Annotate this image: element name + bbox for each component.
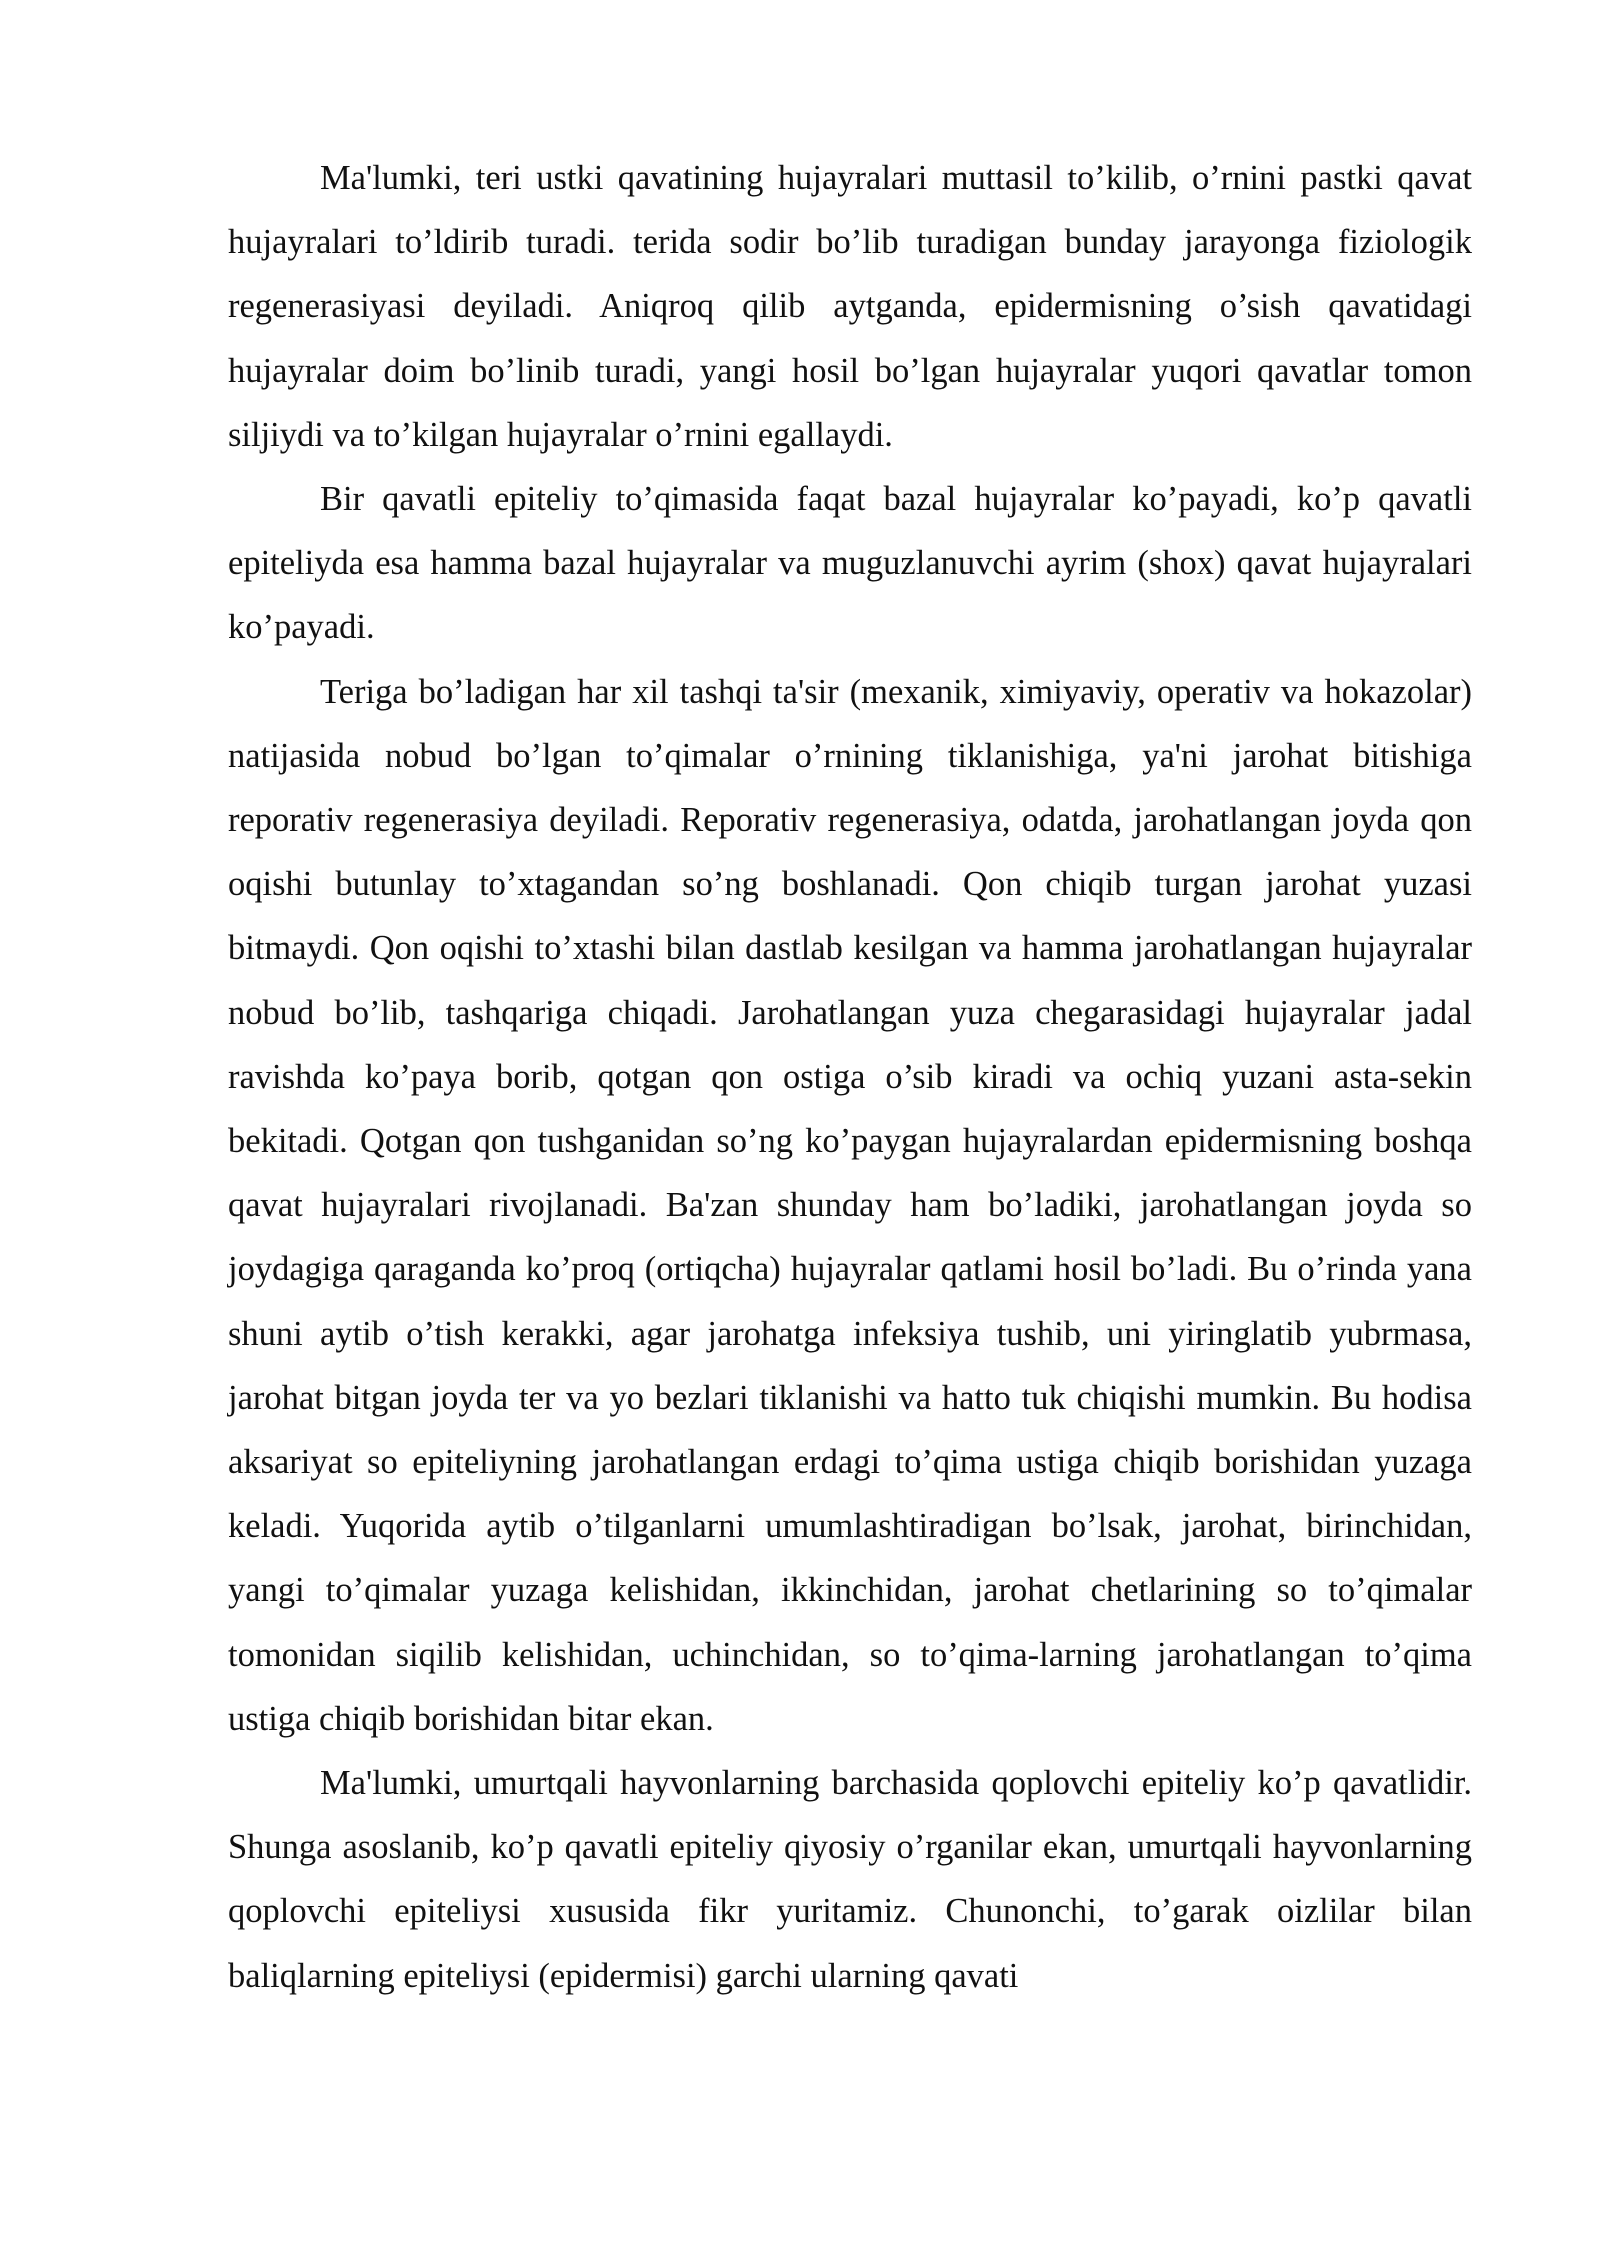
paragraph-vertebrate-epithelium: Ma'lumki, umurtqali hayvonlarning barchasida qoplovchi epiteliy ko’p qavatlidir. Shunga asoslanib, ko’p qavatli epiteliy qiyosiy o’rganilar ekan, umurtqali hayvonlarning qoplovchi epiteliysi xususida fikr yuritamiz. Chunonchi, to’garak oizlilar bilan baliqlarning epiteliysi (epidermisi) garchi ularning qavati xyxy=(228,1764,1472,1995)
paragraph-reparative-regeneration: Teriga bo’ladigan har xil tashqi ta'sir (mexanik, ximiyaviy, operativ va hokazolar) natijasida nobud bo’lgan to’qimalar o’rnining tiklanishiga, ya'ni jarohat bitishiga reporativ regenerasiya deyiladi. Reporativ regenerasiya, odatda, jarohatlangan joyda qon oqishi butunlay to’xtagandan so’ng boshlanadi. Qon chiqib turgan jarohat yuzasi bitmaydi. Qon oqishi to’xtashi bilan dastlab kesilgan va hamma jarohatlangan hujayralar nobud bo’lib, tashqariga chiqadi. Jarohatlangan yuza chegarasidagi hujayralar jadal ravishda ko’paya borib, qotgan qon ostiga o’sib kiradi va ochiq yuzani asta-sekin bekitadi. Qotgan qon tushganidan so’ng ko’paygan hujayralardan epidermisning boshqa qavat hujayralari rivojlanadi. Ba'zan shunday ham bo’ladiki, jarohatlangan joyda so joydagiga qaraganda ko’proq (ortiqcha) hujayralar qatlami hosil bo’ladi. Bu o’rinda yana shuni aytib o’tish kerakki, agar jarohatga infeksiya tushib, uni yiringlatib yubrmasa, jarohat bitgan joyda ter va yo bezlari tiklanishi va hatto tuk chiqishi mumkin. Bu hodisa aksariyat so epiteliyning jarohatlangan erdagi to’qima ustiga chiqib borishidan yuzaga keladi. Yuqorida aytib o’tilganlarni umumlashtiradigan bo’lsak, jarohat, birinchidan, yangi to’qimalar yuzaga kelishidan, ikkinchidan, jarohat chetlarining so to’qimalar tomonidan siqilib kelishidan, uchinchidan, so to’qima-larning jarohatlangan to’qima ustiga chiqib borishidan bitar ekan. xyxy=(228,672,1472,1738)
paragraph-basal-cells: Bir qavatli epiteliy to’qimasida faqat bazal hujayralar ko’payadi, ko’p qavatli epiteliyda esa hamma bazal hujayralar va muguzlanuvchi ayrim (shox) qavat hujayralari ko’payadi. xyxy=(228,480,1472,647)
body-text xyxy=(228,146,1472,2008)
paragraph-physiological-regeneration: Ma'lumki, teri ustki qavatining hujayralari muttasil to’kilib, o’rnini pastki qavat hujayralari to’ldirib turadi. terida sodir bo’lib turadigan bunday jarayonga fiziologik regenerasiyasi deyiladi. Aniqroq qilib aytganda, epidermisning o’sish qavatidagi hujayralar doim bo’linib turadi, yangi hosil bo’lgan hujayralar yuqori qavatlar tomon siljiydi va to’kilgan hujayralar o’rnini egallaydi. xyxy=(228,159,1472,454)
